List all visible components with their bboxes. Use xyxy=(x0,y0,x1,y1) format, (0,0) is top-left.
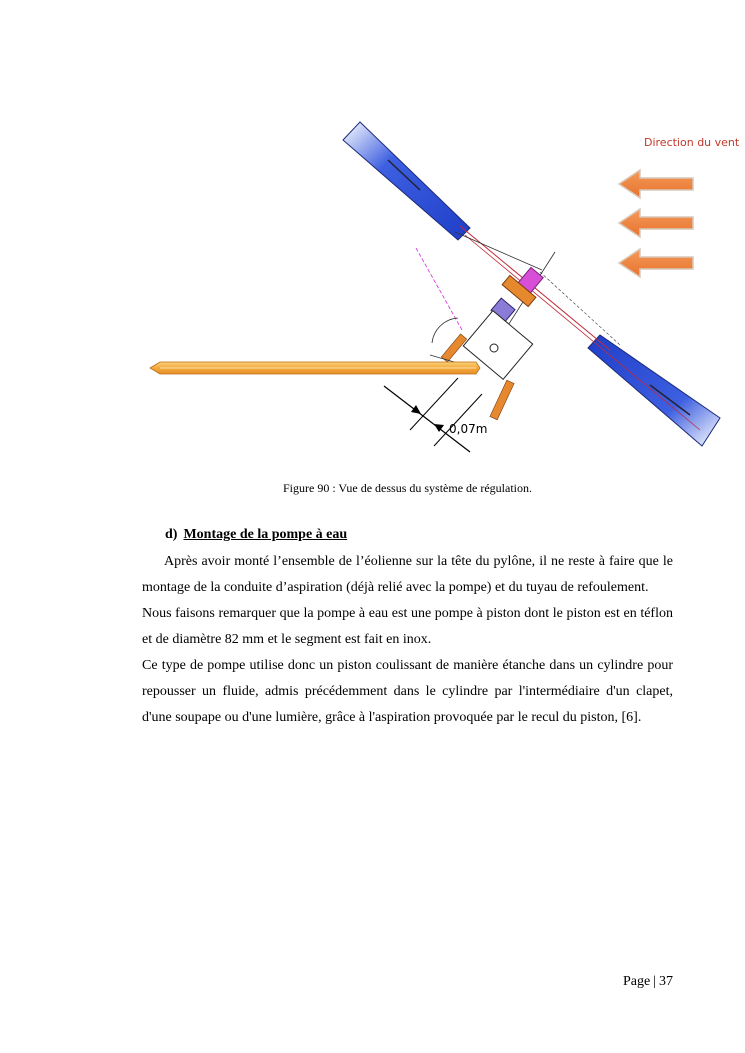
dimension-annotation xyxy=(384,378,482,452)
wind-direction-arrows xyxy=(619,170,693,277)
section-marker: d) xyxy=(165,527,178,542)
wind-arrow xyxy=(619,249,693,277)
figure-caption: Figure 90 : Vue de dessus du système de régulation. xyxy=(282,481,533,495)
wind-direction-label: Direction du vent xyxy=(644,136,740,149)
regulation-system-drawing xyxy=(0,0,745,470)
paragraph: Ce type de pompe utilise donc un piston coulissant de manière étanche dans un cylindre pour repousser un fluide, admis précédemment dans le cylindre par l'intermédiaire d'un clapet, d'une soupape ou d'une lumière, grâce à l'aspiration provoquée par le recul du piston, [6]. xyxy=(142,658,673,725)
page-footer xyxy=(610,974,673,990)
section-title: Montage de la pompe à eau xyxy=(183,527,348,542)
body-text xyxy=(142,549,673,731)
tail-vane xyxy=(150,362,480,374)
wind-arrow xyxy=(619,209,693,237)
rotor-blade-lower xyxy=(588,335,720,446)
angle-guide xyxy=(416,248,475,368)
section-heading xyxy=(165,527,347,543)
regulation-system-figure xyxy=(0,0,745,470)
dimension-label: 0,07m xyxy=(449,422,488,436)
rotor-blade-upper xyxy=(343,122,470,240)
page-label: Page xyxy=(622,974,651,989)
paragraph: Nous faisons remarquer que la pompe à eau est une pompe à piston dont le piston est en téflon et de diamètre 82 mm et le segment est fait en inox. xyxy=(142,606,673,647)
page-separator: | xyxy=(653,974,656,989)
wind-arrow xyxy=(619,170,693,198)
paragraph: Après avoir monté l’ensemble de l’éolienne sur la tête du pylône, il ne reste à faire que le montage de la conduite d’aspiration (déjà relié avec la pompe) et du tuyau de refoulement. xyxy=(142,554,673,595)
page-number: 37 xyxy=(659,974,673,989)
rotor-hub xyxy=(491,267,543,321)
